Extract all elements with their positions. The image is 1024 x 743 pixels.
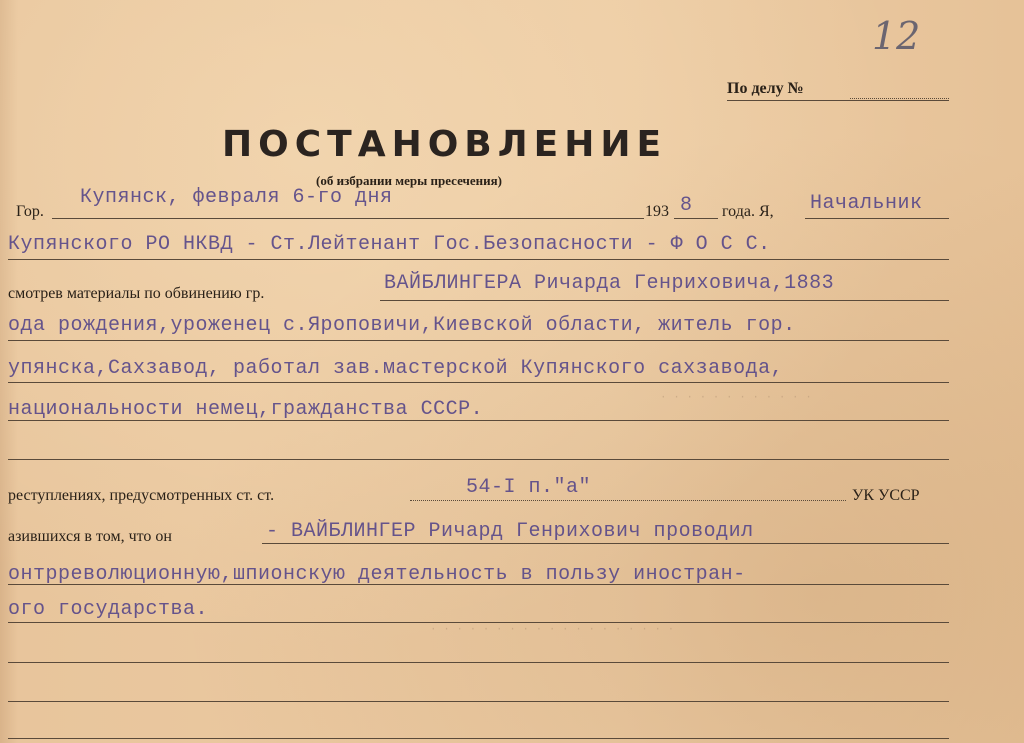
place-date-line [52, 218, 644, 219]
official-line [8, 259, 949, 260]
case-label-underline [727, 100, 949, 101]
activity-line [8, 584, 949, 585]
birth-details: ода рождения,уроженец с.Яроповичи,Киевской области, житель гор. [8, 314, 796, 337]
place-date-value: Купянск, февраля 6-го дня [80, 186, 393, 209]
nationality-details: национальности немец,гражданства СССР. [8, 398, 484, 421]
blank-line [8, 459, 949, 460]
charge-label: азившихся в том, что он [8, 528, 172, 545]
bleed-through: · · · · · · · · · · · · [660, 392, 812, 404]
articles-line [410, 500, 846, 501]
year-digit: 8 [680, 194, 693, 217]
work-line [8, 382, 949, 383]
blank-line [8, 738, 949, 739]
state-details: ого государства. [8, 598, 209, 621]
criminal-code: УК УССР [852, 487, 920, 504]
accused-line [380, 300, 949, 301]
case-number-line [850, 98, 949, 99]
articles-value: 54-I п."а" [466, 476, 592, 499]
activity-details: онтрреволюционную,шпионскую деятельность в пользу иностран- [8, 563, 746, 586]
official-start-line [805, 218, 949, 219]
blank-line [8, 662, 949, 663]
pencil-page-number: 12 [872, 14, 921, 58]
document-subtitle: (об избрании меры пресечения) [316, 173, 502, 188]
official-value: Купянского РО НКВД - Ст.Лейтенант Гос.Безопасности - Ф О С С. [8, 233, 771, 256]
materials-label: смотрев материалы по обвинению гр. [8, 285, 265, 302]
charge-line [262, 543, 949, 544]
crimes-label: реступлениях, предусмотренных ст. ст. [8, 487, 275, 504]
work-details: упянска,Сахзавод, работал зав.мастерской Купянского сахзавода, [8, 357, 784, 380]
bleed-through: · · · · · · · · · · · · · · · · · · · [430, 624, 675, 636]
case-number-label: По делу № [727, 80, 804, 97]
birth-line [8, 340, 949, 341]
year-prefix: 193 [645, 203, 669, 220]
city-label: Гор. [16, 203, 44, 220]
document-title: ПОСТАНОВЛЕНИЕ [222, 124, 668, 165]
nationality-line [8, 420, 949, 421]
year-line [674, 218, 718, 219]
blank-line [8, 701, 949, 702]
state-line [8, 622, 949, 623]
official-start: Начальник [810, 192, 923, 215]
accused-name: ВАЙБЛИНГЕРА Ричарда Генриховича,1883 [384, 272, 835, 295]
charge-text: - ВАЙБЛИНГЕР Ричард Генрихович проводил [266, 520, 754, 543]
year-suffix: года. Я, [722, 203, 774, 220]
